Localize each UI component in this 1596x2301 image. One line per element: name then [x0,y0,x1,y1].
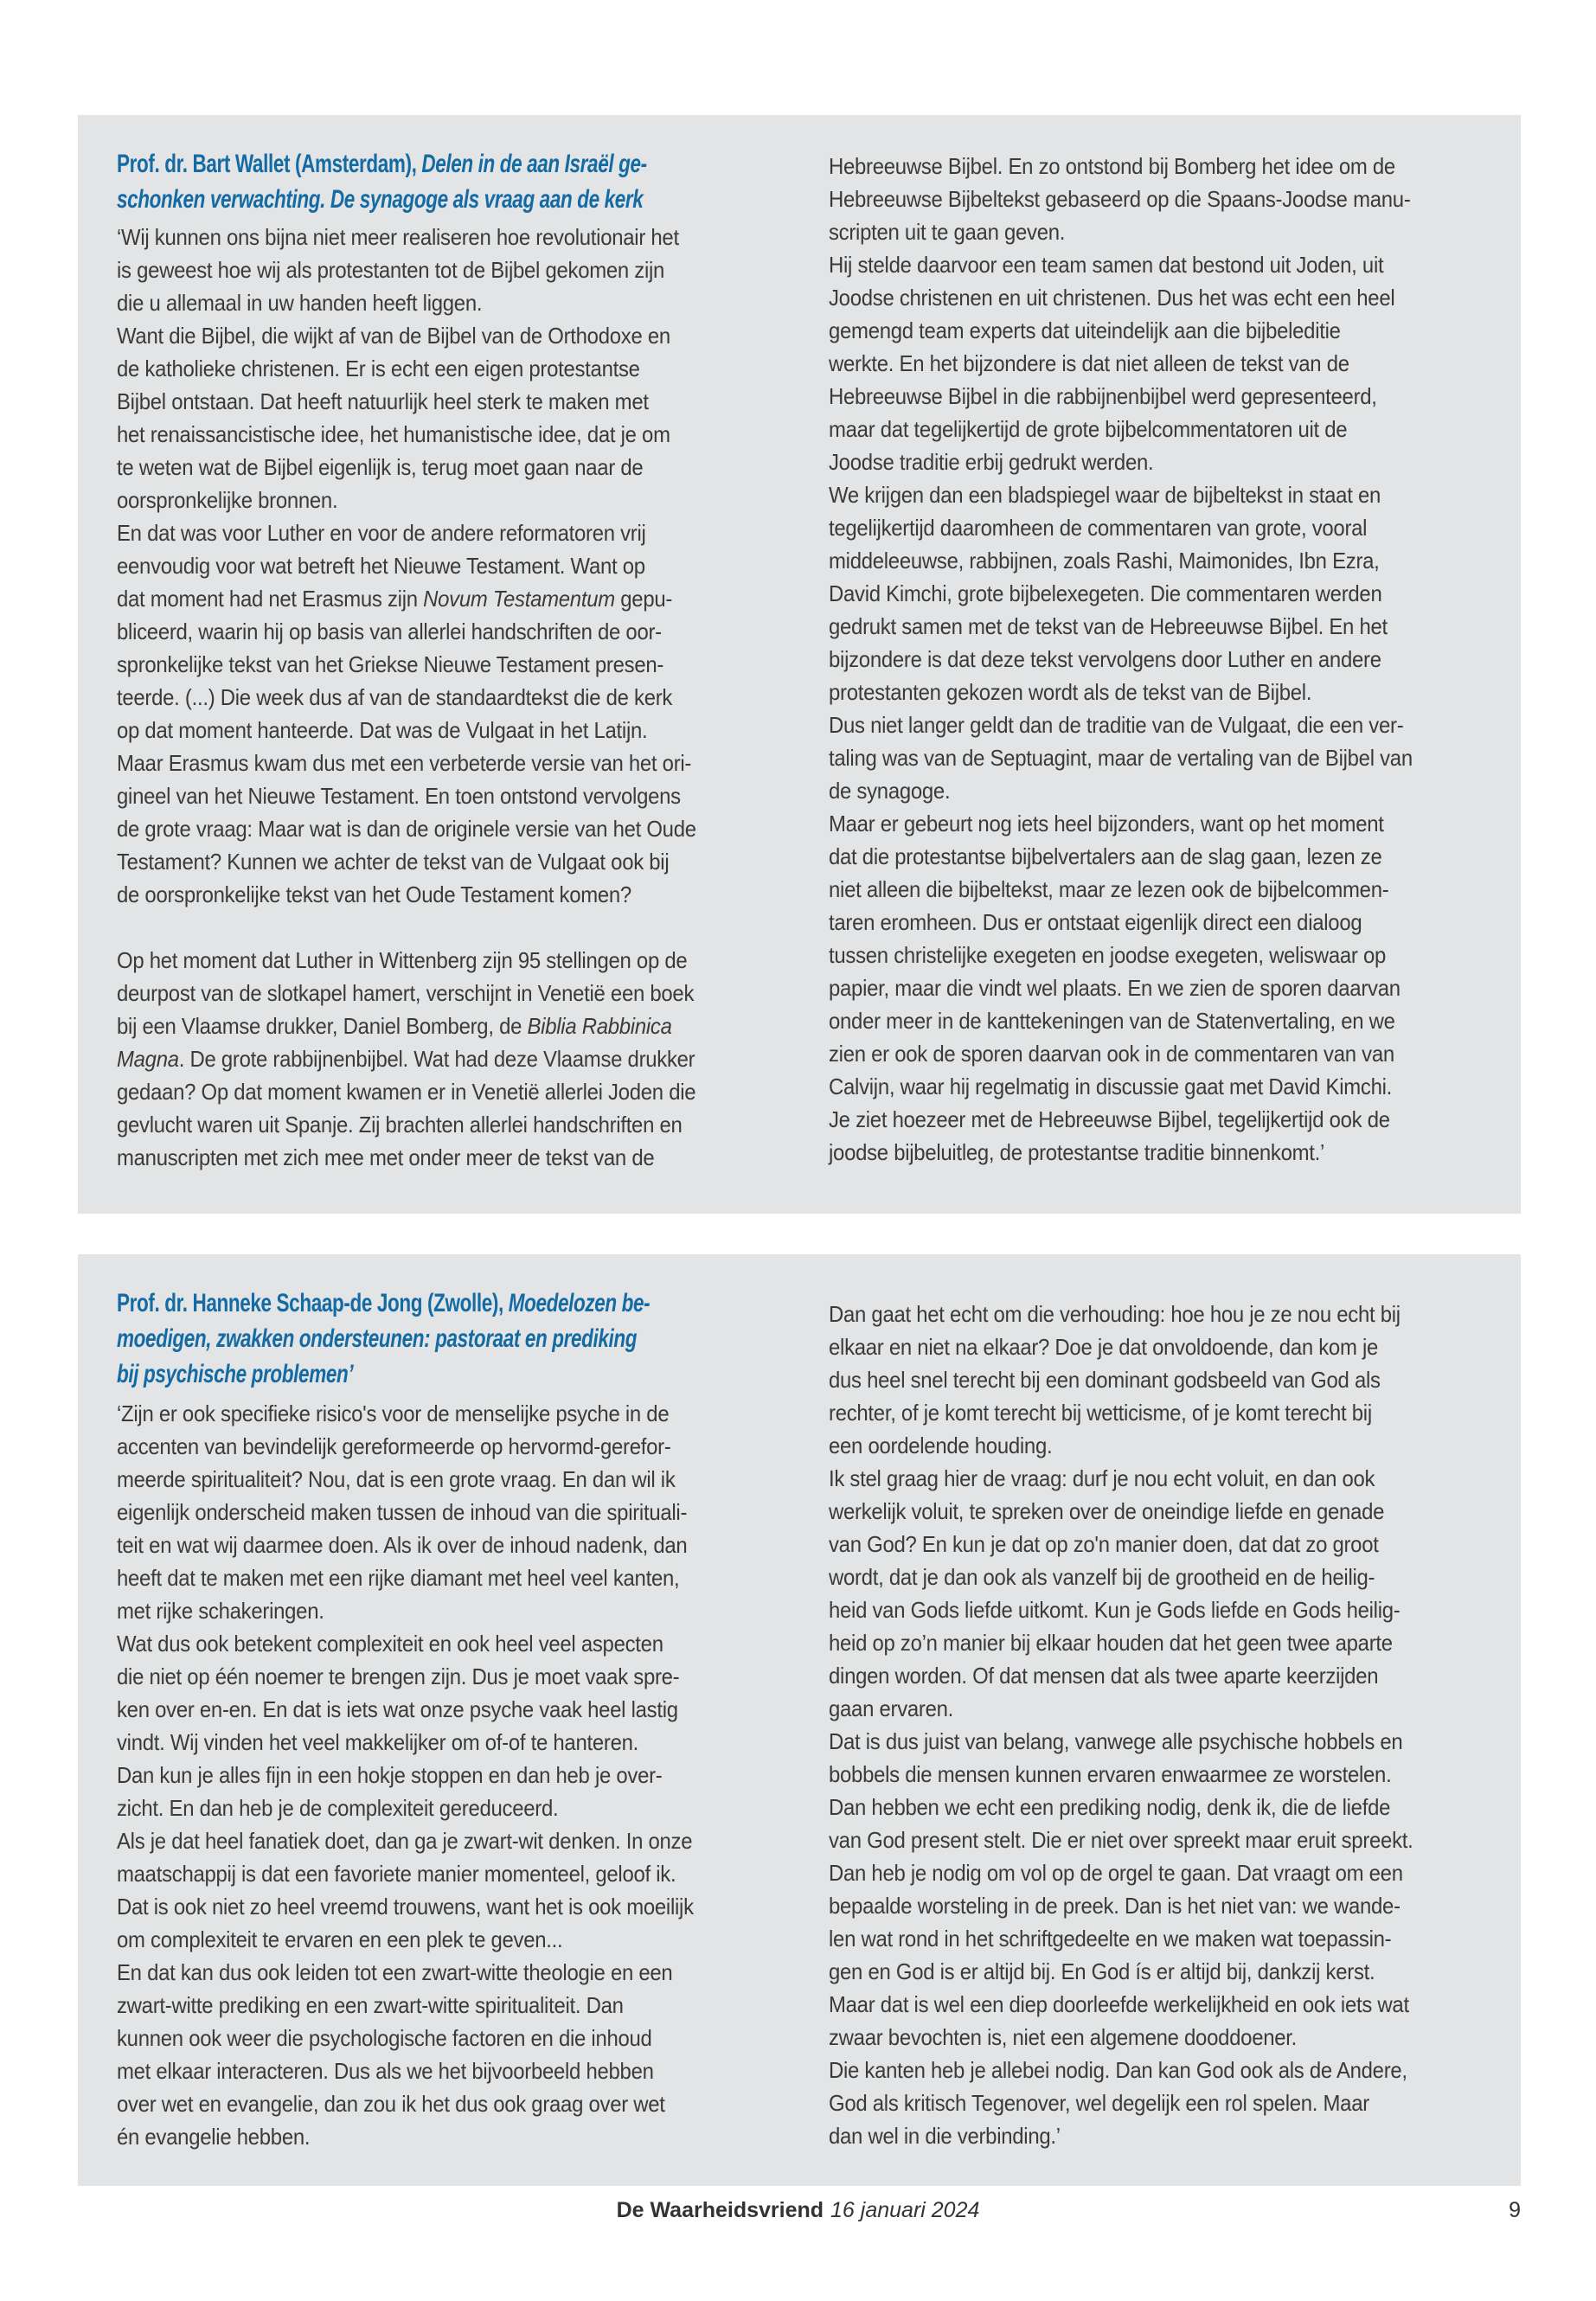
article-1-heading: Prof. dr. Bart Wallet (Amsterdam), Delen in de aan Israël ge- schonken verwachting. De synagoge als vraag aan de kerk [117,150,647,214]
page-number: 9 [1509,2198,1521,2222]
article-1-column-right: Hebreeuwse Bijbel. En zo ontstond bij Bomberg het idee om de Hebreeuwse Bijbeltekst gebaseerd op die Spaans-Joodse manu- scripten uit te gaan geven. Hij stelde daarvoor een team samen dat bestond uit Joden, uit Joodse christenen en uit christenen. Dus het was echt een heel gemengd team experts dat uiteindelijk aan die bijbeleditie werkte. En het bijzondere is dat niet alleen de tekst van de Hebreeuwse Bijbel in die rabbijnenbijbel werd gepresenteerd, maar dat tegelijkertijd de grote bijbelcommentatoren uit de Joodse traditie erbij gedrukt werden. We krijgen dan een bladspiegel waar de bijbeltekst in staat en tegelijkertijd daaromheen de commentaren van grote, vooral middeleeuwse, rabbijnen, zoals Rashi, Maimonides, Ibn Ezra, David Kimchi, grote bijbelexegeten. Die commentaren werden gedrukt samen met de tekst van de Hebreeuwse Bijbel. En het bijzondere is dat deze tekst vervolgens door Luther en andere protestanten gekozen wordt als de tekst van de Bijbel. Dus niet langer geldt dan de traditie van de Vulgaat, die een ver- taling was van de Septuagint, maar de vertaling van de Bijbel van de synagoge. Maar er gebeurt nog iets heel bijzonders, want op het moment dat die protestantse bijbelvertalers aan de slag gaan, lezen ze niet alleen die bijbeltekst, maar ze lezen ook de bijbelcommen- taren eromheen. Dus er ontstaat eigenlijk direct een dialoog tussen christelijke exegeten en joodse exegeten, weliswaar op papier, maar die vindt wel plaats. En we zien de sporen daarvan onder meer in de kanttekeningen van de Statenvertaling, en we zien er ook de sporen daarvan ook in de commentaren van van Calvijn, waar hij regelmatig in discussie gaat met David Kimchi. Je ziet hoezeer met de Hebreeuwse Bijbel, tegelijkertijd ook de joodse bijbeluitleg, de protestantse traditie binnenkomt.’ [829,153,1413,1165]
issue-date: 16 januari 2024 [830,2198,980,2222]
article-panel-hanneke-schaap [78,1254,1521,2186]
article-panel-bart-wallet [78,115,1521,1214]
article-2-column-right: Dan gaat het echt om die verhouding: hoe hou je ze nou echt bij elkaar en niet na elkaar? Doe je dat onvoldoende, dan kom je dus heel snel terecht bij een dominant godsbeeld van God als rechter, of je komt terecht bij wetticisme, of je komt terecht bij een oordelende houding. Ik stel graag hier de vraag: durf je nou echt voluit, en dan ook werkelijk voluit, te spreken over de oneindige liefde en genade van God? En kun je dat op zo'n manier doen, dat dat zo groot wordt, dat je dan ook als vanzelf bij de grootheid en de heilig- heid van Gods liefde uitkomt. Kun je Gods liefde en Gods heilig- heid op zo’n manier bij elkaar houden dat het geen twee aparte dingen worden. Of dat mensen dat als twee aparte keerzijden gaan ervaren. Dat is dus juist van belang, vanwege alle psychische hobbels en bobbels die mensen kunnen ervaren enwaarmee ze worstelen. Dan hebben we echt een prediking nodig, denk ik, die de liefde van God present stelt. Die er niet over spreekt maar eruit spreekt. Dan heb je nodig om vol op de orgel te gaan. Dat vraagt om een bepaalde worsteling in de preek. Dan is het niet van: we wande- len wat rond in het schriftgedeelte en we maken wat toepassin- gen en God is er altijd bij. En God ís er altijd bij, dankzij kerst. Maar dat is wel een diep doorleefde werkelijkheid en ook iets wat zwaar bevochten is, niet een algemene dooddoener. Die kanten heb je allebei nodig. Dan kan God ook als de Andere, God als kritisch Tegenover, wel degelijk een rol spelen. Maar dan wel in die verbinding.’ [829,1301,1413,2149]
article-2-heading: Prof. dr. Hanneke Schaap-de Jong (Zwolle), Moedelozen be- moedigen, zwakken ondersteunen: pastoraat en prediking bij psychische problemen’ [117,1289,651,1388]
magazine-title: De Waarheidsvriend [616,2198,824,2222]
article-2-column-left: ‘Zijn er ook specifieke risico's voor de menselijke psyche in de accenten van bevindelijk gereformeerde op hervormd-gerefor- meerde spiritualiteit? Nou, dat is een grote vraag. En dan wil ik eigenlijk onderscheid maken tussen de inhoud van die spirituali- teit en wat wij daarmee doen. Als ik over de inhoud nadenk, dan heeft dat te maken met een rijke diamant met heel veel kanten, met rijke schakeringen. Wat dus ook betekent complexiteit en ook heel veel aspecten die niet op één noemer te brengen zijn. Dus je moet vaak spre- ken over en-en. En dat is iets wat onze psyche vaak heel lastig vindt. Wij vinden het veel makkelijker om of-of te hanteren. Dan kun je alles fijn in een hokje stoppen en dan heb je over- zicht. En dan heb je de complexiteit gereduceerd. Als je dat heel fanatiek doet, dan ga je zwart-wit denken. In onze maatschappij is dat een favoriete manier momenteel, geloof ik. Dat is ook niet zo heel vreemd trouwens, want het is ook moeilijk om complexiteit te ervaren en een plek te geven... En dat kan dus ook leiden tot een zwart-witte theologie en een zwart-witte prediking en een zwart-witte spiritualiteit. Dan kunnen ook weer die psychologische factoren en die inhoud met elkaar interacteren. Dus als we het bijvoorbeeld hebben over wet en evangelie, dan zou ik het dus ook graag over wet én evangelie hebben. [117,1400,694,2150]
article-1-column-left: ‘Wij kunnen ons bijna niet meer realiseren hoe revolutionair het is geweest hoe wij als protestanten tot de Bijbel gekomen zijn die u allemaal in uw handen heeft liggen. Want die Bijbel, die wijkt af van de Bijbel van de Orthodoxe en de katholieke christenen. Er is echt een eigen protestantse Bijbel ontstaan. Dat heeft natuurlijk heel sterk te maken met het renaissancistische idee, het humanistische idee, dat je om te weten wat de Bijbel eigenlijk is, terug moet gaan naar de oorspronkelijke bronnen. En dat was voor Luther en voor de andere reformatoren vrij eenvoudig voor wat betreft het Nieuwe Testament. Want op dat moment had net Erasmus zijn Novum Testamentum gepu- bliceerd, waarin hij op basis van allerlei handschriften de oor- spronkelijke tekst van het Griekse Nieuwe Testament presen- teerde. (...) Die week dus af van de standaardtekst die de kerk op dat moment hanteerde. Dat was de Vulgaat in het Latijn. Maar Erasmus kwam dus met een verbeterde versie van het ori- gineel van het Nieuwe Testament. En toen ontstond vervolgens de grote vraag: Maar wat is dan de originele versie van het Oude Testament? Kunnen we achter de tekst van de Vulgaat ook bij de oorspronkelijke tekst van het Oude Testament komen? Op het moment dat Luther in Wittenberg zijn 95 stellingen op de deurpost van de slotkapel hamert, verschijnt in Venetië een boek bij een Vlaamse drukker, Daniel Bomberg, de Biblia Rabbinica Magna. De grote rabbijnenbijbel. Wat had deze Vlaamse drukker gedaan? Op dat moment kwamen er in Venetië allerlei Joden die gevlucht waren uit Spanje. Zij brachten allerlei handschriften en manuscripten met zich mee met onder meer de tekst van de [117,224,696,1170]
